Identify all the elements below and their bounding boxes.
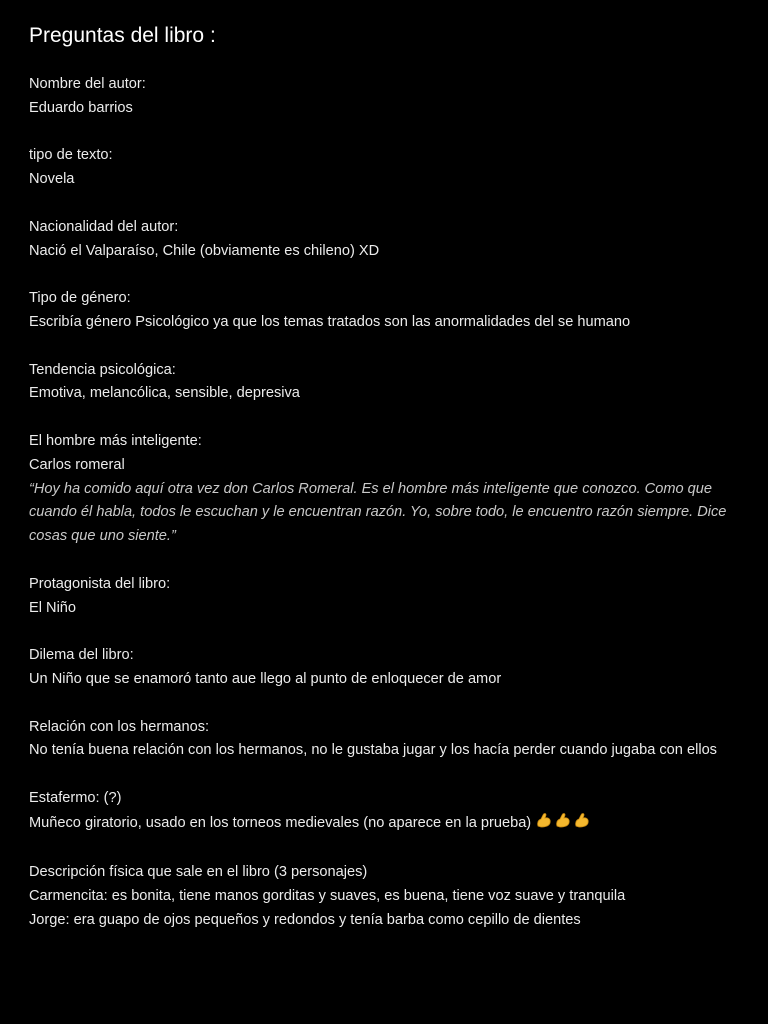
section-answer: Un Niño que se enamoró tanto aue llego al punto de enloquecer de amor xyxy=(29,670,502,687)
section-siblings-relationship xyxy=(29,716,749,764)
note-body[interactable] xyxy=(29,22,749,956)
section-label: Nacionalidad del autor: xyxy=(29,218,179,235)
section-label: Descripción física que sale en el libro (3 personajes) xyxy=(29,864,368,881)
flexed-biceps-icon xyxy=(535,811,553,829)
section-text-type xyxy=(29,144,749,192)
section-label: Tendencia psicológica: xyxy=(29,361,176,378)
section-protagonist xyxy=(29,573,749,621)
section-answer: Carlos romeral xyxy=(29,456,125,473)
section-answer: Nació el Valparaíso, Chile (obviamente es chileno) XD xyxy=(29,242,380,259)
section-answer xyxy=(29,811,749,838)
flexed-biceps-icon xyxy=(554,811,572,829)
flexed-biceps-icon xyxy=(573,811,591,829)
section-label: tipo de texto: xyxy=(29,147,113,164)
section-psychological-tendency xyxy=(29,359,749,407)
section-label: El hombre más inteligente: xyxy=(29,432,202,449)
section-label: Relación con los hermanos: xyxy=(29,718,210,735)
section-answer: Eduardo barrios xyxy=(29,99,133,116)
section-answer: El Niño xyxy=(29,599,77,616)
section-nationality xyxy=(29,216,749,264)
section-dilemma xyxy=(29,644,749,692)
section-answer: No tenía buena relación con los hermanos, no le gustaba jugar y los hacía perder cuando jugaba con ellos xyxy=(29,742,717,759)
section-answer: Emotiva, melancólica, sensible, depresiva xyxy=(29,385,300,402)
section-answer: Jorge: era guapo de ojos pequeños y redondos y tenía barba como cepillo de dientes xyxy=(29,911,581,928)
section-label: Nombre del autor: xyxy=(29,76,146,92)
section-smartest-man xyxy=(29,430,749,549)
section-estafermo xyxy=(29,787,749,838)
section-answer: Carmencita: es bonita, tiene manos gorditas y suaves, es buena, tiene voz suave y tranquila xyxy=(29,888,626,905)
section-label: Protagonista del libro: xyxy=(29,575,171,592)
book-quote: “Hoy ha comido aquí otra vez don Carlos Romeral. Es el hombre más inteligente que conozco. Como que cuando él habla, todos le escuchan y le encuentran razón. Yo, sobre todo, le encuentro razón siempre. Dice cosas que uno siente.” xyxy=(29,480,727,545)
section-answer-text: Muñeco giratorio, usado en los torneos medievales (no aparece en la prueba) xyxy=(29,814,532,831)
section-genre xyxy=(29,287,749,335)
section-physical-description xyxy=(29,861,749,932)
section-label: Tipo de género: xyxy=(29,290,131,307)
section-label: Estafermo: (?) xyxy=(29,789,122,806)
note-title[interactable]: Preguntas del libro : xyxy=(29,24,216,47)
section-author-name xyxy=(29,73,749,121)
section-label: Dilema del libro: xyxy=(29,647,134,664)
section-answer: Escribía género Psicológico ya que los temas tratados son las anormalidades del se humano xyxy=(29,313,631,330)
flexed-biceps-icon-group xyxy=(535,811,592,838)
section-answer: Novela xyxy=(29,171,75,188)
